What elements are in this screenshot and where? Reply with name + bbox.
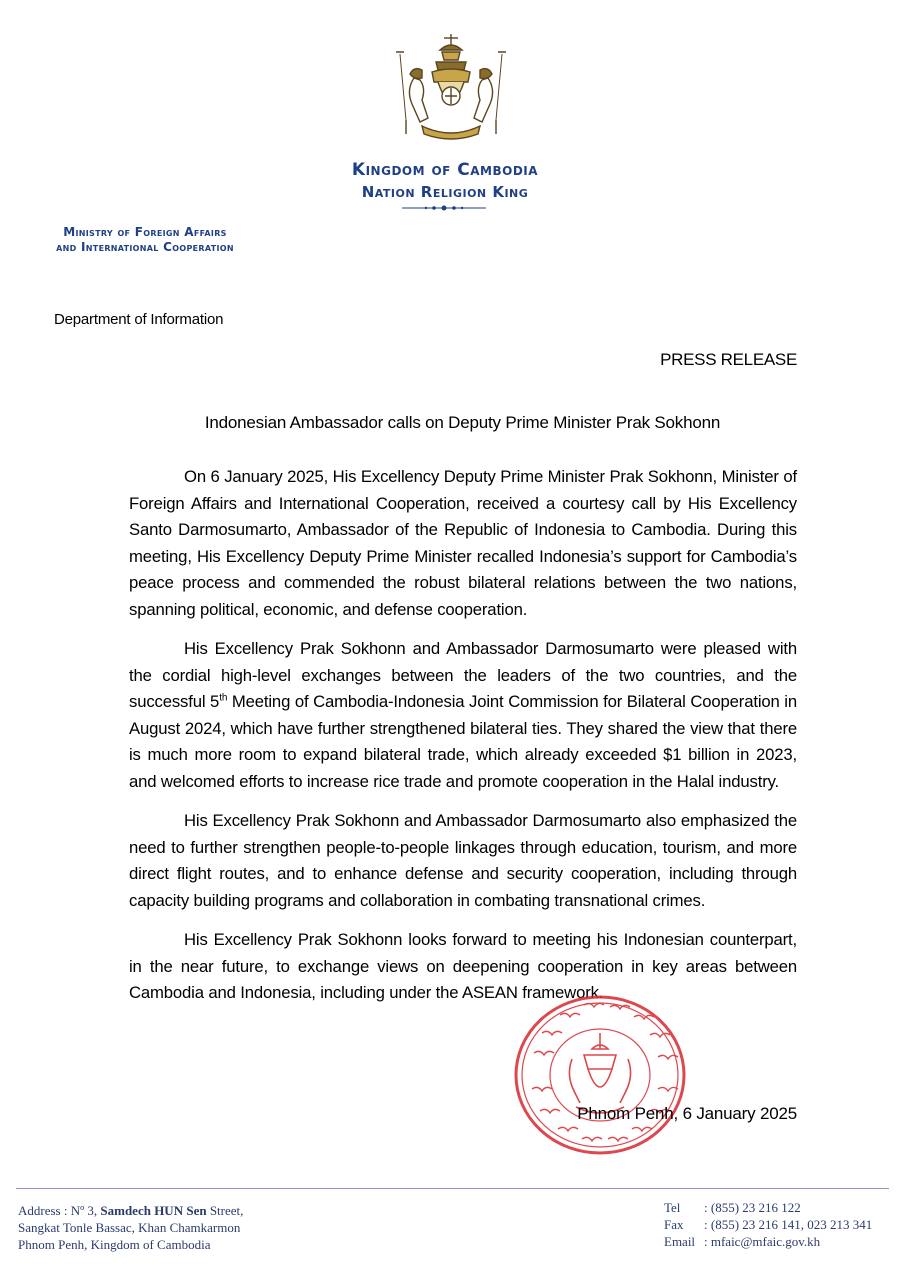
contact-fax	[664, 1216, 872, 1233]
press-release-label: PRESS RELEASE	[660, 350, 797, 369]
royal-coat-of-arms-icon	[392, 30, 510, 142]
footer-divider	[16, 1188, 889, 1189]
address-street-suffix: Street,	[206, 1203, 244, 1218]
footer-address	[18, 1202, 243, 1253]
ministry-line-1: Ministry of Foreign Affairs	[63, 225, 227, 239]
email-value: : mfaic@mfaic.gov.kh	[704, 1234, 821, 1249]
footer-contact	[664, 1199, 872, 1250]
paragraph-3: His Excellency Prak Sokhonn and Ambassador Darmosumarto also emphasized the need to further strengthen people-to-people linkages through education, tourism, and more direct flight routes, and to enhance defense and security cooperation, including through capacity building programs and collaboration in combating transnational crimes.	[129, 811, 797, 910]
ministry-line-2: and International Cooperation	[56, 240, 234, 254]
paragraph-2-part-2: Meeting of Cambodia-Indonesia Joint Commission for Bilateral Cooperation in August 2024, which have further strengthened bilateral ties. They shared the view that there is much more room to expand bilateral trade, which already exceeded $1 billion in 2023, and welcomed efforts to increase rice trade and promote cooperation in the Halal industry.	[129, 692, 797, 791]
address-prefix: Address : Nº 3,	[18, 1203, 101, 1218]
body-text	[129, 464, 797, 1020]
paragraph-2	[129, 636, 797, 795]
address-line-2: Sangkat Tonle Bassac, Khan Chamkarmon	[18, 1220, 241, 1235]
paragraph-1: On 6 January 2025, His Excellency Deputy Prime Minister Prak Sokhonn, Minister of Foreign Affairs and International Cooperation, received a courtesy call by His Excellency Santo Darmosumarto, Ambassador of the Republic of Indonesia to Cambodia. During this meeting, His Excellency Deputy Prime Minister recalled Indonesia’s support for Cambodia’s peace process and commended the robust bilateral relations between the two nations, spanning political, economic, and defense cooperation.	[129, 467, 797, 619]
kingdom-title: Kingdom of Cambodia	[351, 160, 539, 180]
ordinal-suffix: th	[219, 692, 228, 704]
paragraph-4: His Excellency Prak Sokhonn looks forward to meeting his Indonesian counterpart, in the near future, to exchange views on deepening cooperation in key areas between Cambodia and Indonesia, including under the ASEAN framework.	[129, 930, 797, 1002]
ministry-name	[10, 225, 280, 255]
tel-label: Tel	[664, 1200, 681, 1215]
fax-label: Fax	[664, 1217, 684, 1232]
address-line-3: Phnom Penh, Kingdom of Cambodia	[18, 1237, 211, 1252]
contact-tel	[664, 1199, 872, 1216]
dateline: Phnom Penh, 6 January 2025	[577, 1104, 797, 1123]
paragraph-2-part-1: His Excellency Prak Sokhonn and Ambassador Darmosumarto were pleased with the cordial high-level exchanges between the leaders of the two countries, and the successful 5	[129, 639, 797, 711]
department-label: Department of Information	[54, 311, 224, 328]
headline: Indonesian Ambassador calls on Deputy Prime Minister Prak Sokhonn	[204, 413, 721, 432]
address-line-1	[18, 1202, 243, 1219]
address-street-name: Samdech HUN Sen	[100, 1203, 207, 1218]
national-motto: Nation Religion King	[361, 183, 529, 201]
official-ministry-seal-icon	[512, 993, 688, 1157]
email-label: Email	[664, 1234, 696, 1249]
tel-value: : (855) 23 216 122	[704, 1200, 801, 1215]
contact-email	[664, 1233, 872, 1250]
kingdom-heading	[280, 160, 610, 201]
fax-value: : (855) 23 216 141, 023 213 341	[704, 1217, 873, 1232]
ornament-divider-icon	[402, 202, 486, 214]
